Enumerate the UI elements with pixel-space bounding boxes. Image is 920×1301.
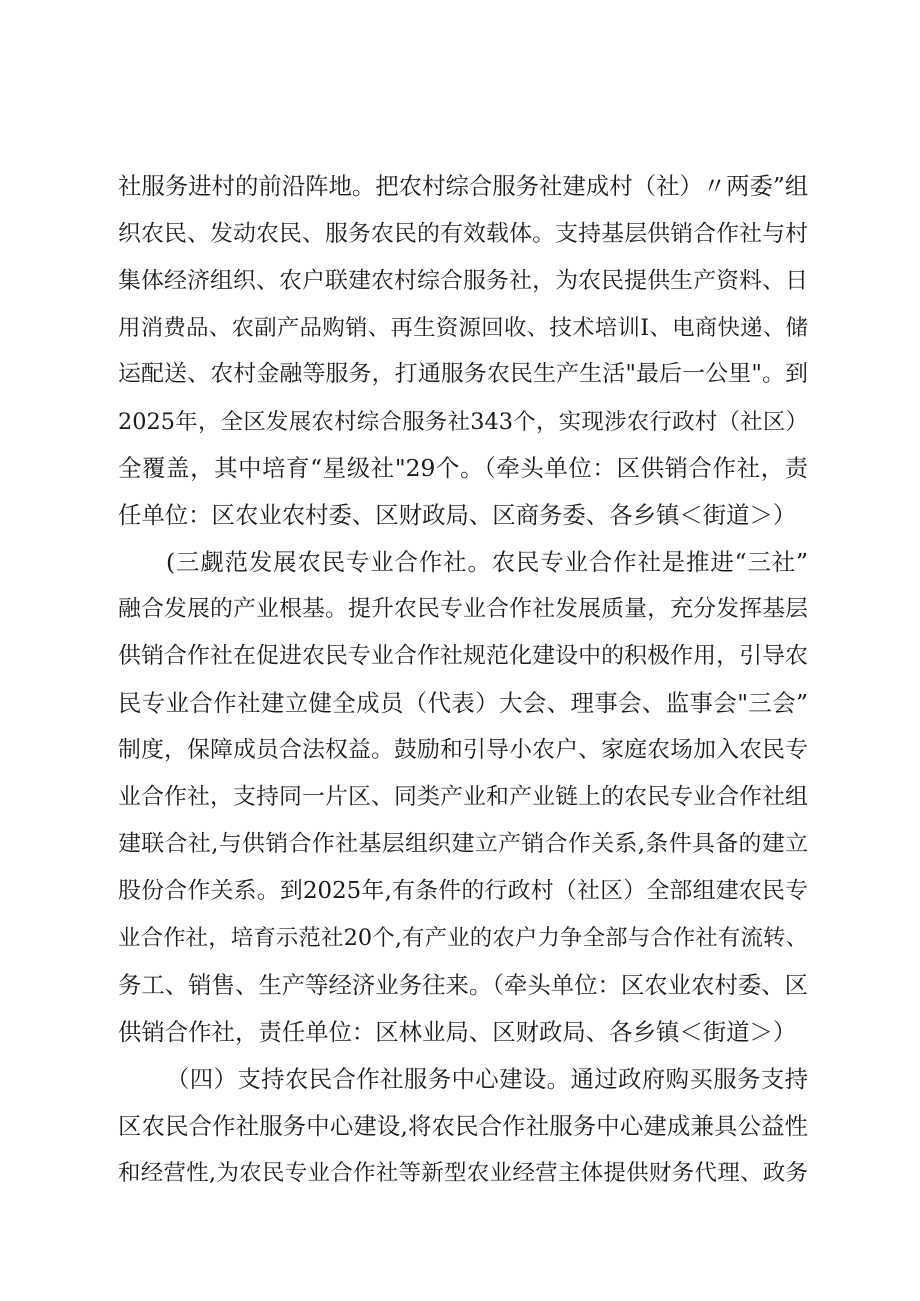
text-line: 建联合社,与供销合作社基层组织建立产销合作关系,条件具备的建立 [118, 831, 808, 857]
text-line: 织农民、发动农民、服务农民的有效载体。支持基层供销合作社与村 [118, 221, 808, 247]
text-line: 任单位：区农业农村委、区财政局、区商务委、各乡镇＜街道＞） [118, 501, 797, 529]
text-line: 务工、销售、生产等经济业务往来。（牵头单位：区农业农村委、区 [118, 971, 809, 999]
text-line: 民专业合作社建立健全成员（代表）大会、理事会、监事会"三会” [118, 689, 808, 717]
text-line: 用消费品、农副产品购销、再生资源回收、技术培训I、电商快递、储 [118, 315, 808, 341]
text-line: 业合作社，培育示范社20个,有产业的农户力争全部与合作社有流转、 [118, 925, 808, 951]
text-line: 社服务进村的前沿阵地。把农村综合服务社建成村（社）〃两委”组 [118, 172, 809, 200]
text-line: 区农民合作社服务中心建设,将农民合作社服务中心建成兼具公益性 [118, 1112, 808, 1140]
text-line: 运配送、农村金融等服务，打通服务农民生产生活"最后一公里"。到 [118, 361, 808, 387]
paragraph-heading-4: （四）支持农民合作社服务中心建设。通过政府购买服务支持 [166, 1065, 808, 1093]
text-line: 融合发展的产业根基。提升农民专业合作社发展质量，充分发挥基层 [118, 596, 808, 622]
text-line: 集体经济组织、农户联建农村综合服务社，为农民提供生产资料、日 [118, 268, 808, 294]
text-line: 全覆盖，其中培育“星级社"29个。（牵头单位：区供销合作社，责 [118, 454, 808, 482]
text-line: 股份合作关系。到2025年,有条件的行政村（社区）全部组建农民专 [118, 878, 808, 904]
text-line: 2025年，全区发展农村综合服务社343个，实现涉农行政村（社区） [118, 409, 808, 435]
text-line: 业合作社，支持同一片区、同类产业和产业链上的农民专业合作社组 [118, 784, 808, 810]
paragraph-heading-3: (三觑范发展农民专业合作社。农民专业合作社是推进“三社” [166, 548, 808, 576]
text-line: 和经营性,为农民专业合作社等新型农业经营主体提供财务代理、政务 [118, 1160, 808, 1186]
text-line: 供销合作社在促进农民专业合作社规范化建设中的积极作用，引导农 [118, 643, 808, 669]
text-line: 制度，保障成员合法权益。鼓励和引导小农户、家庭农场加入农民专 [118, 737, 808, 763]
text-line: 供销合作社，责任单位：区林业局、区财政局、各乡镇＜街道＞） [118, 1018, 797, 1046]
